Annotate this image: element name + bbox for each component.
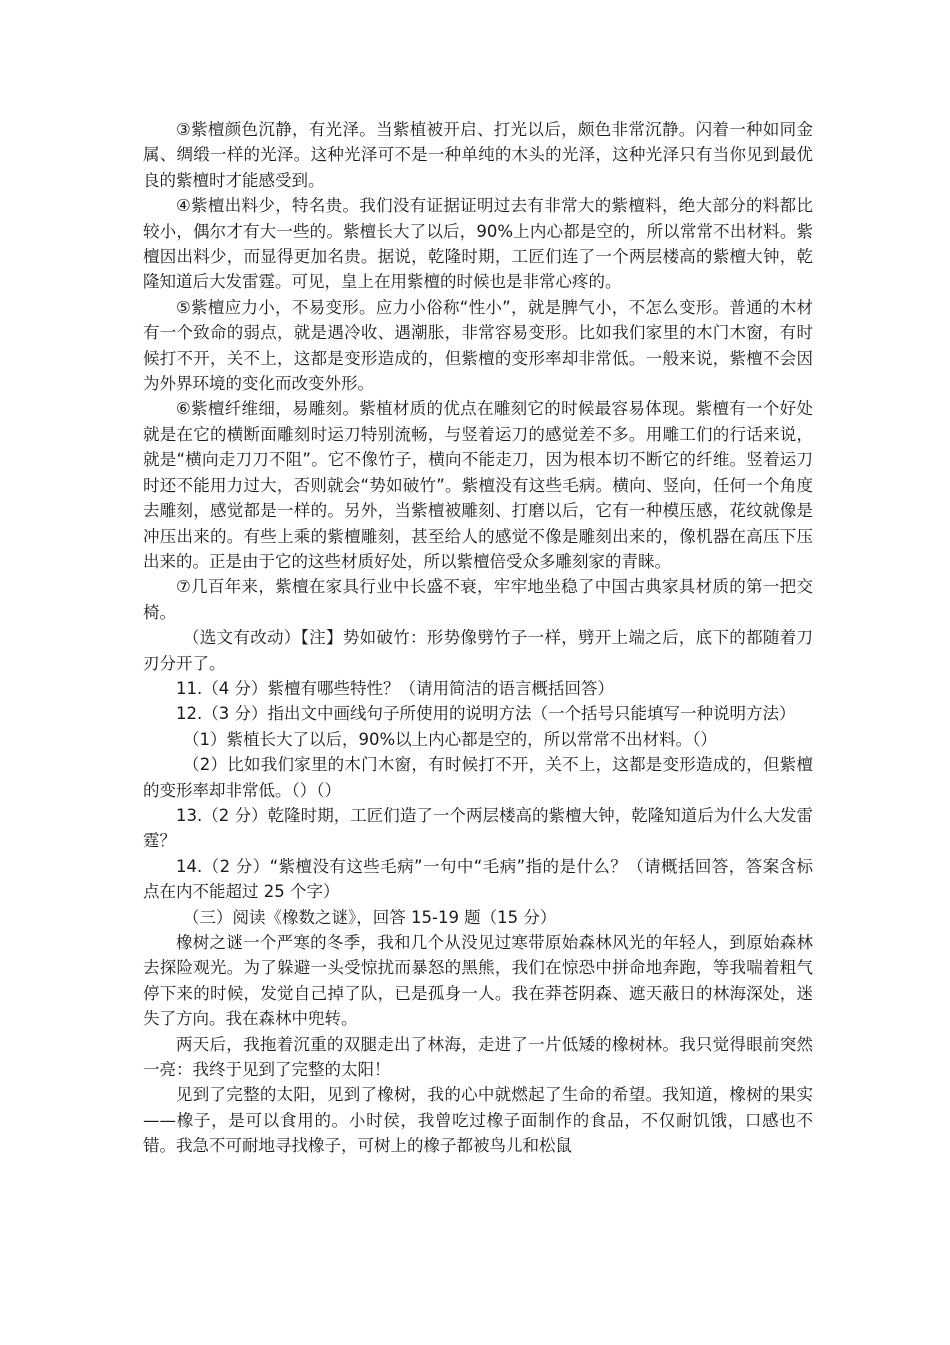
paragraph-3-color: ③紫檀颜色沉静，有光泽。当紫植被开启、打光以后，颇色非常沉静。闪着一种如同金属、绸缎一样的光泽。这种光泽可不是一种单纯的木头的光泽，这种光泽只有当你见到最优良的紫檀时才能感受到。: [143, 120, 813, 190]
question-12-part-1: （1）紫植长大了以后，90%以上内心都是空的，所以常常不出材料。（）: [183, 729, 717, 749]
paragraph-6-carving: ⑥紫檀纤维细，易雕刻。紫植材质的优点在雕刻它的时候最容易体现。紫檀有一个好处就是在它的横断面雕刻时运刀特别流畅，与竖着运刀的感觉差不多。用雕工们的行话来说，就是“横向走刀刀不阻”。它不像竹子，横向不能走刀，因为根本切不断它的纤维。竖着运刀时还不能用力过大，否则就会“势如破竹”。紫檀没有这些毛病。横向、竖向，任何一个角度去雕刻，感觉都是一样的。另外，当紫檀被雕刻、打磨以后，它有一种模压感，花纹就像是冲压出来的。有些上乘的紫檀雕刻，甚至给人的感觉不像是雕刻出来的，像机器在高压下压出来的。正是由于它的这些材质好处，所以紫檀倍受众多雕刻家的青睐。: [143, 399, 813, 571]
document-page: [143, 117, 813, 1159]
question-11: 11.（4 分）紫檀有哪些特性？（请用简洁的语言概括回答）: [176, 678, 614, 698]
question-12-part-2: （2）比如我们家里的木门木窗，有时候打不开，关不上，这都是变形造成的，但紫檀的变形率却非常低。（）（）: [143, 755, 813, 800]
paragraph-7-conclusion: ⑦几百年来，紫檀在家具行业中长盛不衰，牢牢地坐稳了中国古典家具材质的第一把交椅。: [143, 577, 813, 622]
section-3-heading: （三）阅读《橡数之谜》，回答 15-19 题（15 分）: [183, 907, 557, 927]
question-13: 13.（2 分）乾隆时期，工匠们造了一个两层楼高的紫檀大钟，乾隆知道后为什么大发雷霆？: [143, 805, 813, 851]
oak-paragraph-2: 两天后，我拖着沉重的双腿走出了林海，走进了一片低矮的橡树林。我只觉得眼前突然一亮：我终于见到了完整的太阳！: [143, 1034, 813, 1080]
paragraph-4-scarcity: ④紫檀出料少，特名贵。我们没有证据证明过去有非常大的紫檀料，绝大部分的料都比较小，偶尔才有大一些的。紫檀长大了以后，90%上内心都是空的，所以常常不出材料。紫檀因出料少，而显得更加名贵。据说，乾隆时期，工匠们连了一个两层楼高的紫檀大钟，乾隆知道后大发雷霆。可见，皇上在用紫檀的时候也是非常心疼的。: [143, 196, 813, 292]
question-12: 12.（3 分）指出文中画线句子所使用的说明方法（一个括号只能填写一种说明方法）: [176, 704, 796, 724]
source-note: （选文有改动）【注】势如破竹：形势像劈竹子一样，劈开上端之后，底下的都随着刀刃分开了。: [143, 628, 813, 673]
paragraph-5-stress: ⑤紫檀应力小，不易变形。应力小俗称“性小”，就是脾气小，不怎么变形。普通的木材有一个致命的弱点，就是遇冷收、遇潮胀，非常容易变形。比如我们家里的木门木窗，有时候打不开，关不上，这都是变形造成的，但紫檀的变形率却非常低。一般来说，紫檀不会因为外界环境的变化而改变外形。: [143, 297, 813, 394]
oak-paragraph-3: 见到了完整的太阳，见到了橡树，我的心中就燃起了生命的希望。我知道，橡树的果实——橡子，是可以食用的。小时侯，我曾吃过橡子面制作的食品，不仅耐饥饿，口感也不错。我急不可耐地寻找橡子，可树上的橡子都被鸟儿和松鼠: [143, 1085, 813, 1156]
oak-paragraph-1: 橡树之谜一个严寒的冬季，我和几个从没见过寒带原始森林风光的年轻人，到原始森林去探险观光。为了躲避一头受惊扰而暴怒的黑熊，我们在惊恐中拼命地奔跑，等我喘着粗气停下来的时候，发觉自己掉了队，已是孤身一人。我在莽苍阴森、遮天蔽日的林海深处，迷失了方向。我在森林中兜转。: [143, 933, 813, 1029]
question-14: 14.（2 分）“紫檀没有这些毛病”一句中“毛病”指的是什么？（请概括回答，答案含标点在内不能超过 25 个字）: [143, 856, 813, 902]
